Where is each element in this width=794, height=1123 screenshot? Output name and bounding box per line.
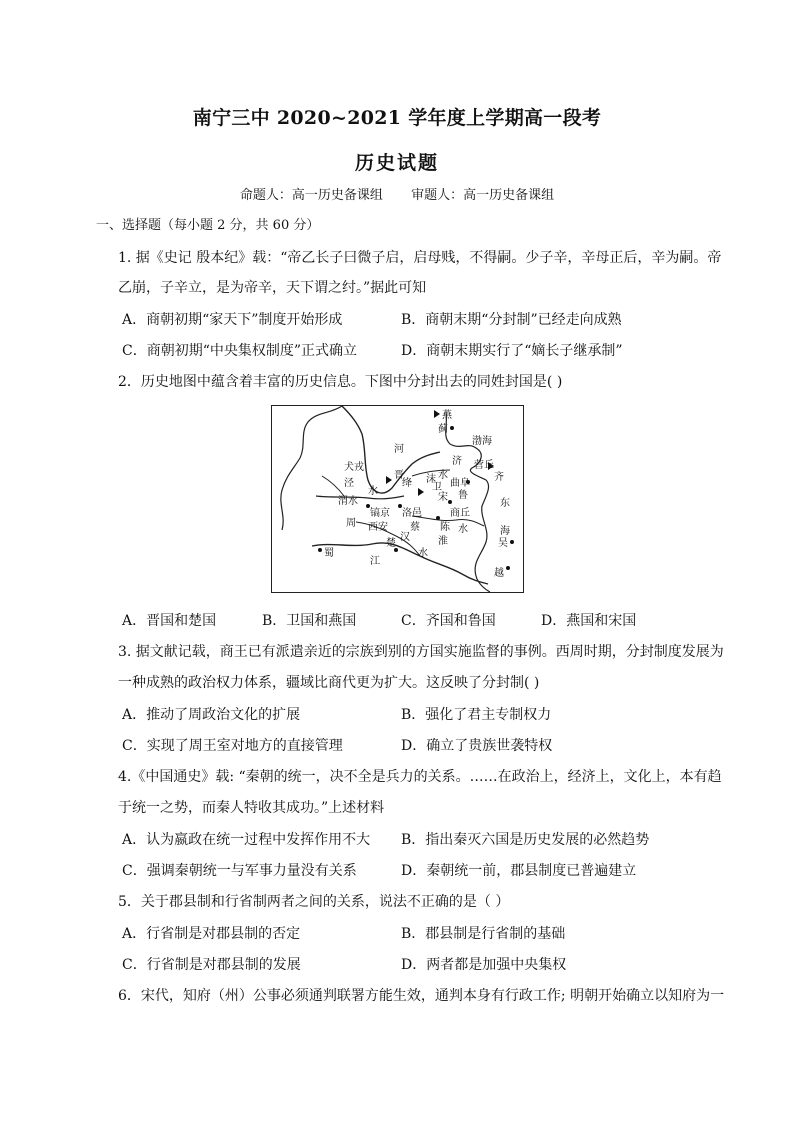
- q4-stem-line1: 4.《中国通史》载: “秦朝的统一，决不全是兵力的关系。……在政治上，经济上，文化上，本有趋: [118, 769, 722, 785]
- map-label: 楚: [386, 538, 396, 549]
- q5-option-d: D．两者都是加强中央集权: [401, 957, 567, 973]
- q2-option-d: D．燕国和宋国: [541, 613, 637, 629]
- map-label: 水: [368, 486, 378, 497]
- western-zhou-map: [271, 405, 524, 593]
- map-label: 宋: [438, 492, 448, 503]
- yangtze-river: [312, 543, 488, 584]
- q5-option-c: C．行省制是对郡县制的发展: [122, 957, 301, 973]
- q3-option-b: B．强化了君主专制权力: [401, 707, 552, 723]
- map-label: 越: [494, 568, 504, 579]
- q1-option-a: A．商朝初期“家天下”制度开始形成: [122, 312, 343, 328]
- q3-stem-line1: 3. 据文献记载，商王已有派遣亲近的宗族到别的方国实施监督的事例。西周时期，分封制度发展为: [118, 644, 724, 660]
- q4-option-b: B．指出秦灭六国是历史发展的必然趋势: [401, 832, 650, 848]
- q4-stem-line2: 于统一之势，而秦人特收其成功。”上述材料: [118, 800, 385, 816]
- q4-option-a: A．认为嬴政在统一过程中发挥作用不大: [122, 832, 371, 848]
- map-label: 卫: [432, 482, 442, 493]
- q1-option-b: B．商朝末期“分封制”已经走向成熟: [401, 312, 622, 328]
- map-label: 蜀: [324, 548, 334, 559]
- q4-option-d: D．秦朝统一前，郡县制度已普遍建立: [401, 863, 637, 879]
- map-label: 海: [500, 526, 510, 537]
- q1-stem-line1: 1. 据《史记 殷本纪》载：“帝乙长子曰微子启，启母贱，不得嗣。少子辛，辛母正后，辛为嗣。帝: [118, 250, 722, 266]
- river-upper: [281, 406, 342, 530]
- q4-option-c: C．强调秦朝统一与军事力量没有关系: [122, 863, 357, 879]
- city-dot-ji: [450, 426, 454, 430]
- map-label: 蓟: [438, 424, 448, 435]
- map-label: 东: [500, 498, 510, 509]
- q5-option-b: B．郡县制是行省制的基础: [401, 926, 566, 942]
- map-label: 江: [370, 556, 380, 567]
- q3-stem-line2: 一种成熟的政治权力体系，疆域比商代更为扩大。这反映了分封制( ): [118, 675, 540, 691]
- map-label: 水: [458, 524, 468, 535]
- fief-marker-wei: [418, 488, 424, 496]
- map-label: 齐: [494, 472, 504, 483]
- q2-stem: 2．历史地图中蕴含着丰富的历史信息。下图中分封出去的同姓封国是( ): [118, 374, 563, 390]
- map-label: 西安: [368, 522, 388, 533]
- q5-option-a: A．行省制是对郡县制的否定: [122, 926, 301, 942]
- q1-option-d: D．商朝末期实行了“嫡长子继承制”: [401, 343, 623, 359]
- map-label: 水: [418, 548, 428, 559]
- fief-marker-yan: [434, 410, 440, 418]
- map-label: 陈: [440, 522, 450, 533]
- q2-option-c: C．齐国和鲁国: [401, 613, 496, 629]
- map-label: 渭水: [338, 496, 358, 507]
- city-dot-shu: [318, 548, 322, 552]
- map-label: 营丘: [474, 460, 494, 471]
- city-dot-shangqiu: [448, 500, 452, 504]
- map-label: 汉: [400, 532, 410, 543]
- map-label: 绛: [402, 478, 412, 489]
- q6-stem-line1: 6．宋代，知府（州）公事必须通判联署方能生效，通判本身有行政工作; 明朝开始确立以知府为一: [118, 988, 725, 1004]
- map-label: 晋: [394, 470, 404, 481]
- map-label: 周: [346, 518, 356, 529]
- fief-marker-jin: [386, 476, 392, 484]
- q1-stem-line2: 乙崩，子辛立，是为帝辛，天下谓之纣。”据此可知: [118, 280, 427, 296]
- q3-option-a: A．推动了周政治文化的扩展: [122, 707, 301, 723]
- map-label: 镐京: [370, 508, 390, 519]
- map-label: 沫: [426, 474, 436, 485]
- q5-stem: 5．关于郡县制和行省制两者之间的关系，说法不正确的是（ ）: [118, 894, 510, 910]
- q1-option-c: C．商朝初期“中央集权制度”正式确立: [122, 343, 358, 359]
- map-label: 吴: [498, 538, 508, 549]
- q3-option-d: D．确立了贵族世袭特权: [401, 738, 553, 754]
- city-dot-yue: [506, 566, 510, 570]
- subject-title: 历史试题: [354, 152, 439, 174]
- authors-line: [0, 184, 794, 203]
- map-label: 泾: [344, 478, 354, 489]
- setter-label: 命题人：高一历史备课组: [239, 188, 383, 203]
- map-label: 洛邑: [402, 508, 422, 519]
- map-label: 犬戎: [344, 462, 364, 473]
- map-drawing: [272, 406, 523, 592]
- map-label: 曲阜: [450, 478, 470, 489]
- map-label: 淮: [438, 536, 448, 547]
- map-label: 商丘: [450, 508, 470, 519]
- section-heading: 一、选择题（每小题 2 分，共 60 分）: [96, 218, 320, 233]
- map-label: 燕: [442, 410, 452, 421]
- city-dot-wu: [510, 540, 514, 544]
- map-label: 济: [452, 456, 462, 467]
- map-label: 渤海: [472, 436, 492, 447]
- q2-option-a: A．晋国和楚国: [122, 613, 217, 629]
- map-label: 水: [438, 470, 448, 481]
- reviewer-label: 审题人：高一历史备课组: [411, 188, 555, 203]
- map-label: 蔡: [410, 522, 420, 533]
- q3-option-c: C．实现了周王室对地方的直接管理: [122, 738, 343, 754]
- q2-option-b: B．卫国和燕国: [262, 613, 357, 629]
- map-label: 鲁: [458, 490, 468, 501]
- city-dot-cai: [436, 516, 440, 520]
- map-label: 河: [394, 444, 404, 455]
- exam-title: 南宁三中 2020~2021 学年度上学期高一段考: [192, 107, 602, 129]
- wei-river: [316, 496, 404, 499]
- jing-river: [322, 476, 344, 496]
